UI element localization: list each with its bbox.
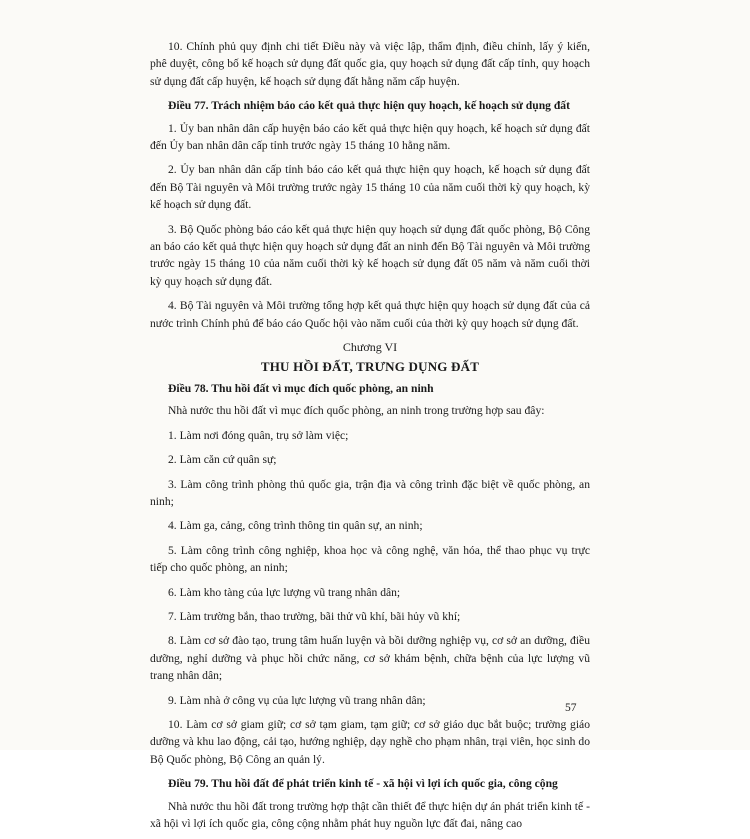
page-number: 57	[565, 702, 577, 714]
page-content	[150, 38, 590, 839]
list-item: 7. Làm trường bắn, thao trường, bãi thử vũ khí, bãi hủy vũ khí;	[168, 609, 461, 623]
article-heading: Điều 79. Thu hồi đất để phát triển kinh tế - xã hội vì lợi ích quốc gia, công cộng	[168, 777, 558, 791]
list-item: 8. Làm cơ sở đào tạo, trung tâm huấn luyện và bồi dưỡng nghiệp vụ, cơ sở an dưỡng, điều dưỡng, nghỉ dưỡng và phục hồi chức năng, cơ sở khám bệnh, chữa bệnh của lực lượng vũ trang nhân dân;	[150, 634, 590, 683]
list-item: 2. Làm căn cứ quân sự;	[168, 453, 277, 467]
list-item: 5. Làm công trình công nghiệp, khoa học và công nghệ, văn hóa, thể thao phục vụ trực tiếp cho quốc phòng, an ninh;	[150, 543, 590, 575]
list-item: 4. Làm ga, cảng, công trình thông tin quân sự, an ninh;	[168, 519, 423, 533]
list-item: 3. Làm công trình phòng thủ quốc gia, trận địa và công trình đặc biệt về quốc phòng, an ninh;	[150, 477, 590, 508]
article-heading: Điều 78. Thu hồi đất vì mục đích quốc phòng, an ninh	[168, 381, 434, 395]
paragraph: Nhà nước thu hồi đất vì mục đích quốc phòng, an ninh trong trường hợp sau đây:	[168, 404, 545, 418]
paragraph: 10. Chính phủ quy định chi tiết Điều này và việc lập, thẩm định, điều chỉnh, lấy ý kiến, phê duyệt, công bố kế hoạch sử dụng đất quốc gia, quy hoạch sử dụng đất cấp tỉnh, quy hoạch sử dụng đất cấp huyện, kế hoạch sử dụng đất hằng năm cấp huyện.	[150, 40, 590, 88]
list-item: 1. Làm nơi đóng quân, trụ sở làm việc;	[168, 428, 349, 442]
paragraph: 2. Ủy ban nhân dân cấp tỉnh báo cáo kết quả thực hiện quy hoạch, kế hoạch sử dụng đất đến Bộ Tài nguyên và Môi trường trước ngày 15 tháng 10 của năm cuối thời kỳ quy hoạch, kỳ kế hoạch sử dụng đất.	[150, 163, 590, 212]
paragraph: 3. Bộ Quốc phòng báo cáo kết quả thực hiện quy hoạch sử dụng đất quốc phòng, Bộ Công an báo cáo kết quả thực hiện quy hoạch sử dụng đất an ninh đến Bộ Tài nguyên và Môi trường trước ngày 15 tháng 10 của năm cuối thời kỳ kế hoạch sử dụng đất 05 năm và năm cuối thời kỳ quy hoạch sử dụng đất.	[150, 222, 590, 288]
list-item: 10. Làm cơ sở giam giữ; cơ sở tạm giam, tạm giữ; cơ sở giáo dục bắt buộc; trường giáo dưỡng và khu lao động, cải tạo, hướng nghiệp, dạy nghề cho phạm nhân, trại viên, học sinh do Bộ Quốc phòng, Bộ Công an quản lý.	[150, 718, 590, 766]
paragraph: 1. Ủy ban nhân dân cấp huyện báo cáo kết quả thực hiện quy hoạch, kế hoạch sử dụng đất đến Ủy ban nhân dân cấp tỉnh trước ngày 15 tháng 10 hằng năm.	[150, 121, 590, 153]
list-item: 6. Làm kho tàng của lực lượng vũ trang nhân dân;	[168, 585, 401, 599]
paragraph: 4. Bộ Tài nguyên và Môi trường tổng hợp kết quả thực hiện quy hoạch sử dụng đất của cả nước trình Chính phủ để báo cáo Quốc hội vào năm cuối của thời kỳ quy hoạch sử dụng đất.	[150, 299, 590, 330]
paragraph: Nhà nước thu hồi đất trong trường hợp thật cần thiết để thực hiện dự án phát triển kinh tế - xã hội vì lợi ích quốc gia, công cộng nhằm phát huy nguồn lực đất đai, nâng cao	[150, 799, 590, 831]
chapter-number: Chương VI	[342, 340, 398, 355]
chapter-title: THU HỒI ĐẤT, TRƯNG DỤNG ĐẤT	[260, 358, 480, 374]
list-item: 9. Làm nhà ở công vụ của lực lượng vũ trang nhân dân;	[168, 693, 426, 707]
article-heading: Điều 77. Trách nhiệm báo cáo kết quả thực hiện quy hoạch, kế hoạch sử dụng đất	[168, 99, 570, 113]
